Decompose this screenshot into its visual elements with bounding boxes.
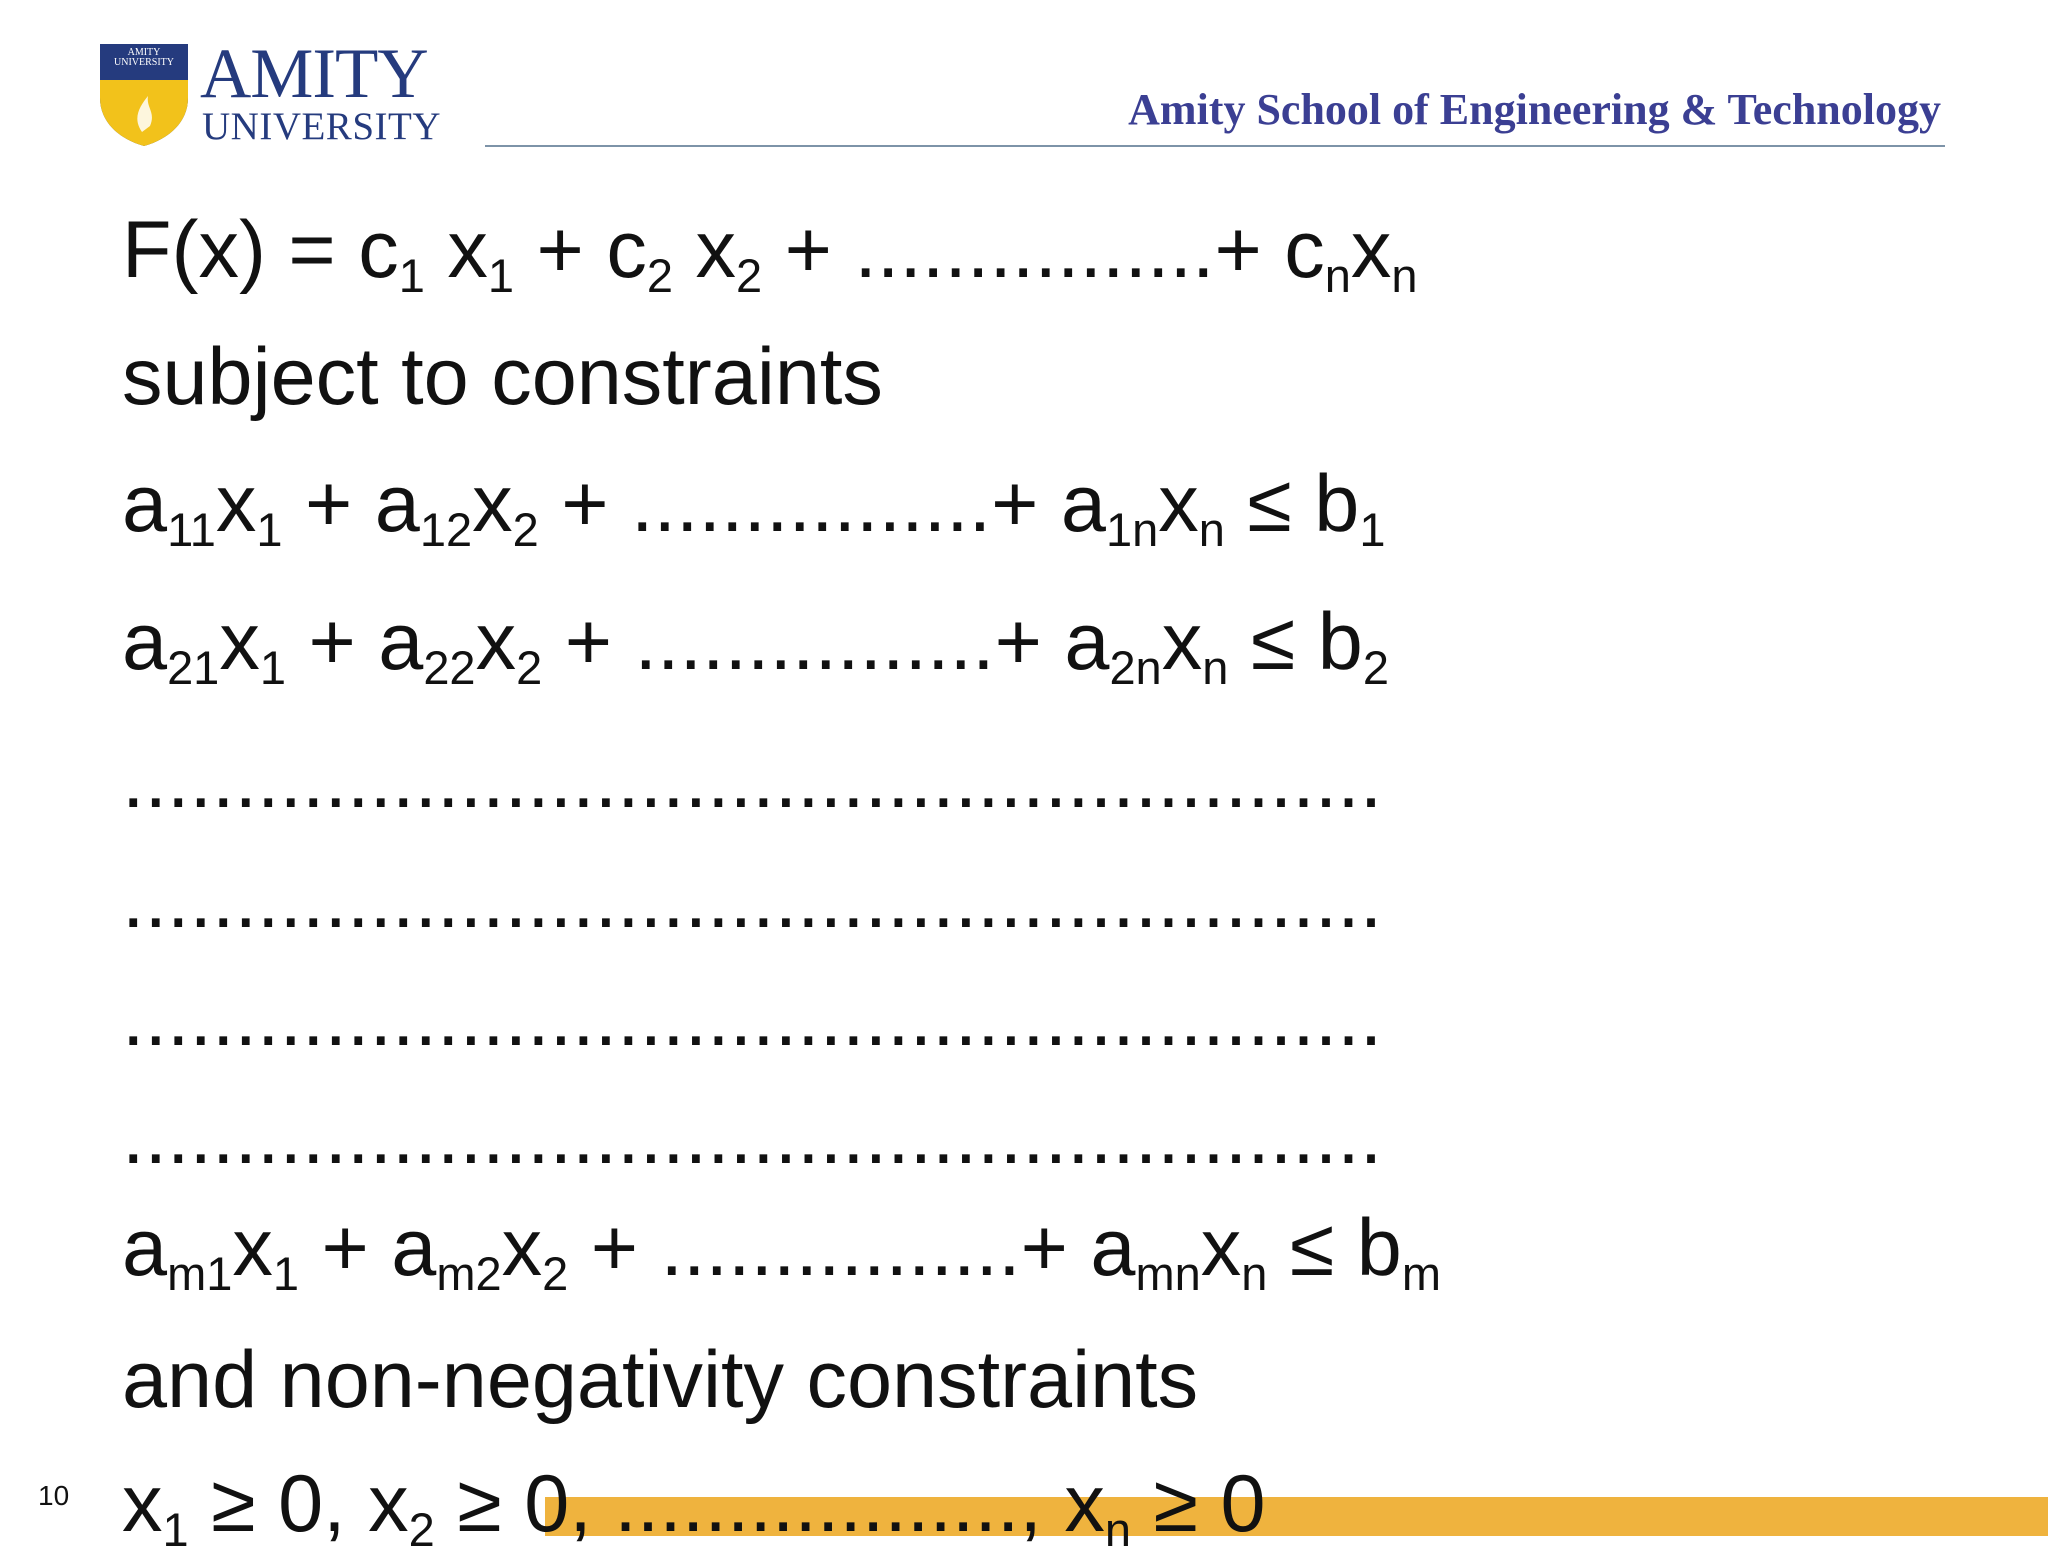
non-negativity-label: and non-negativity constraints: [122, 1335, 1199, 1425]
ellipsis-line: ........................................................: [122, 855, 1383, 945]
logo-subtitle: UNIVERSITY: [202, 105, 441, 148]
ellipsis-line: ........................................................: [122, 735, 1383, 825]
constraint-row-1: $a_{11}x_1 + a_{12}x_2$ + ................+ $a_{1n}x_n \le b_1$: [122, 459, 1386, 557]
school-name: Amity School of Engineering & Technology: [1128, 85, 1941, 134]
ellipsis-line: ........................................................: [122, 973, 1383, 1063]
ellipsis-line: ........................................................: [122, 1091, 1383, 1181]
logo-wordmark: AMITY: [200, 35, 428, 113]
constraint-row-2: $a_{21}x_1 + a_{22}x_2$ + ................+ $a_{2n}x_n \le b_2$: [122, 597, 1389, 695]
subject-to-label: subject to constraints: [122, 332, 883, 422]
amity-logo: [96, 35, 446, 150]
shield-text: AMITY UNIVERSITY: [114, 47, 174, 68]
constraint-row-m: $a_{m1}x_1 + a_{m2}x_2$ + ................+ $a_{mn}x_n \le b_m$: [122, 1203, 1441, 1301]
header-divider: [485, 145, 1945, 147]
page-number: 10: [38, 1480, 70, 1511]
objective-function: $F(x) = c_1$ $x_1 + c_2$ $x_2$ + ................+ $c_nx_n$: [122, 205, 1418, 303]
non-negativity-constraints: $x_1 \ge 0$, $x_2 \ge 0$, .................., $x_n \ge 0$: [122, 1459, 1266, 1556]
